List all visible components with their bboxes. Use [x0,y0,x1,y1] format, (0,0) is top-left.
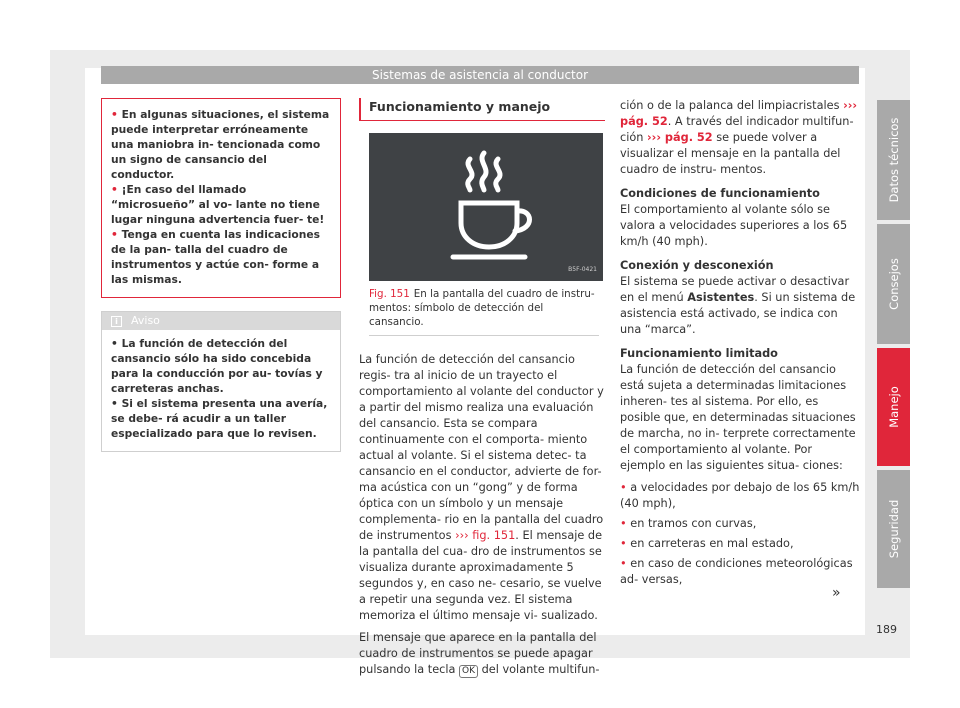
warning-item: • Tenga en cuenta las indicaciones de la pan- talla del cuadro de instrumentos y actúe con- forme a las mismas. [111,228,320,286]
warning-box [101,98,341,298]
tab-consejos[interactable]: Consejos [877,224,910,344]
figure-label: Fig. 151 [369,288,410,300]
subheading: Condiciones de funcionamiento [620,187,820,200]
tab-manejo[interactable]: Manejo [877,348,910,466]
paragraph: ción o de la palanca del limpiacristales ››› pág. 52. A través del indicador multifun- ción ››› pág. 52 se puede volver a visualizar el mensaje en la pantalla del cuadro de instru- mentos. [620,99,858,176]
subheading: Funcionamiento limitado [620,347,778,360]
aviso-box [101,311,341,452]
tab-datos-tecnicos[interactable]: Datos técnicos [877,100,910,220]
ok-key: OK [459,665,478,678]
figure-151 [369,133,603,281]
list-item: • en tramos con curvas, [620,517,757,530]
list-item: • a velocidades por debajo de los 65 km/h (40 mph), [620,481,860,510]
warning-item: • En algunas situaciones, el sistema puede interpretar erróneamente una maniobra in- tencionada como un signo de cansancio del conductor. [111,108,330,181]
aviso-body [102,330,340,451]
paragraph: La función de detección del cansancio regis- tra al inicio de un trayecto el comportamiento al volante del conductor y a partir del mismo realiza una evaluación del cansancio. Esta se compara continuamente con el comporta- miento actual al volante. Si el sistema detec- ta cansancio en el conductor, advierte de for- ma acústica con un “gong” y de forma óptica con un símbolo y un mensaje complementa- rio en la pantalla del cuadro de instrumentos ››› fig. 151. El mensaje de la pantalla del cua- dro de instrumentos se visualiza durante aproximadamente 5 segundos y, en caso ne- cesario, se vuelve a repetir una segunda vez. El sistema memoriza el último mensaje vi- sualizado. [359,353,604,622]
aviso-item: • La función de detección del cansancio sólo ha sido concebida para la conducción por au- tovías y carreteras anchas. [111,337,323,395]
tab-seguridad[interactable]: Seguridad [877,470,910,588]
middle-column [359,98,605,678]
page-header: Sistemas de asistencia al conductor [101,66,859,84]
aviso-item: • Si el sistema presenta una avería, se debe- rá acudir a un taller especializado para que lo revisen. [111,397,328,440]
aviso-title: Aviso [131,314,160,327]
section-title: Funcionamiento y manejo [359,98,605,121]
page-number: 189 [876,623,897,636]
list-item: • en caso de condiciones meteorológicas ad- versas, [620,557,853,586]
aviso-header [102,312,340,330]
figure-caption: Fig. 151 En la pantalla del cuadro de instru- mentos: símbolo de detección del cansancio. [369,287,599,336]
paragraph: El comportamiento al volante sólo se valora a velocidades superiores a los 65 km/h (40 mph). [620,203,848,248]
list-item: • en carreteras en mal estado, [620,537,794,550]
info-icon: i [111,316,122,327]
paragraph: El mensaje que aparece en la pantalla del cuadro de instrumentos se puede apagar pulsando la tecla OK del volante multifun- [359,631,600,676]
paragraph: La función de detección del cansancio está sujeta a determinadas limitaciones inheren- tes al sistema. Por ello, es posible que, en determinadas situaciones de marcha, no in- terprete correctamente el comportamiento al volante. Por ejemplo en las siguientes situa- ciones: [620,363,856,472]
right-column [620,98,860,588]
menu-name: Asistentes [687,291,755,304]
left-column [101,98,341,452]
figure-tag: B5F-0421 [568,266,597,273]
figure-link[interactable]: ››› fig. 151 [455,529,516,542]
page-link[interactable]: ››› pág. 52 [620,99,858,128]
page-link[interactable]: ››› pág. 52 [647,131,713,144]
coffee-cup-icon [369,133,603,281]
continue-marker: » [832,585,841,601]
subheading: Conexión y desconexión [620,259,774,272]
warning-item: • ¡En caso del llamado “microsueño” al vo- lante no tiene lugar ninguna advertencia fuer- te! [111,183,325,226]
paragraph: El sistema se puede activar o desactivar en el menú Asistentes. Si un sistema de asistencia está activado, se indica con una “marca”. [620,275,856,336]
bullet-list [620,480,860,588]
